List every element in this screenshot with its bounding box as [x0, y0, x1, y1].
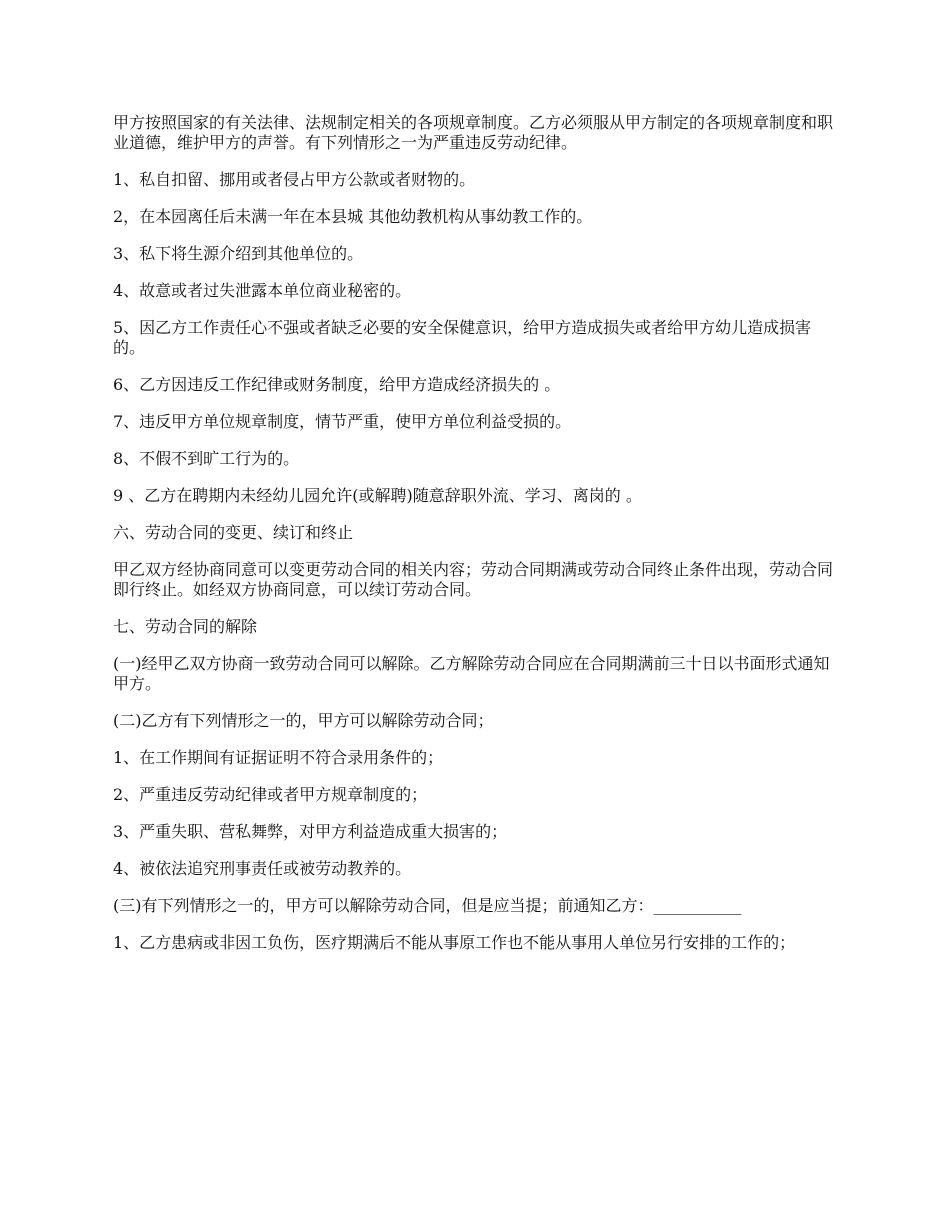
clause-paragraph: (一)经甲乙双方协商一致劳动合同可以解除。乙方解除劳动合同应在合同期满前三十日以书面形式通知甲方。: [113, 654, 830, 693]
list-item: 7、违反甲方单位规章制度，情节严重，使甲方单位利益受损的。: [113, 412, 572, 431]
list-item: 4、被依法追究刑事责任或被劳动教养的。: [113, 859, 412, 878]
list-item: 1、乙方患病或非因工负伤，医疗期满后不能从事原工作也不能从事用人单位另行安排的工作的；: [113, 933, 796, 952]
list-item: 3、私下将生源介绍到其他单位的。: [113, 244, 364, 263]
clause-paragraph: (三)有下列情形之一的，甲方可以解除劳动合同，但是应当提；前通知乙方：___________: [113, 896, 742, 915]
section-heading: 六、劳动合同的变更、续订和终止: [113, 523, 354, 542]
list-item: 3、严重失职、营私舞弊，对甲方利益造成重大损害的；: [113, 822, 508, 841]
list-item: 1、在工作期间有证据证明不符合录用条件的；: [113, 748, 444, 767]
list-item: 8、不假不到旷工行为的。: [113, 449, 300, 468]
body-paragraph: 甲乙双方经协商同意可以变更劳动合同的相关内容；劳动合同期满或劳动合同终止条件出现，劳动合同即行终止。如经双方协商同意，可以续订劳动合同。: [113, 560, 834, 599]
list-item: 1、私自扣留、挪用或者侵占甲方公款或者财物的。: [113, 170, 476, 189]
document-page: [113, 113, 841, 970]
list-item: 2、严重违反劳动纪律或者甲方规章制度的；: [113, 785, 428, 804]
intro-paragraph: 甲方按照国家的有关法律、法规制定相关的各项规章制度。乙方必须服从甲方制定的各项规章制度和职业道德，维护甲方的声誉。有下列情形之一为严重违反劳动纪律。: [113, 113, 834, 152]
section-heading: 七、劳动合同的解除: [113, 617, 258, 636]
list-item: 4、故意或者过失泄露本单位商业秘密的。: [113, 281, 412, 300]
list-item: 9 、乙方在聘期内未经幼儿园允许(或解聘)随意辞职外流、学习、离岗的 。: [113, 486, 642, 505]
list-item: 2，在本园离任后未满一年在本县城 其他幼教机构从事幼教工作的。: [113, 207, 593, 226]
list-item: 5、因乙方工作责任心不强或者缺乏必要的安全保健意识，给甲方造成损失或者给甲方幼儿造成损害的。: [113, 318, 812, 357]
list-item: 6、乙方因违反工作纪律或财务制度，给甲方造成经济损失的 。: [113, 375, 561, 394]
clause-paragraph: (二)乙方有下列情形之一的，甲方可以解除劳动合同；: [113, 711, 494, 730]
